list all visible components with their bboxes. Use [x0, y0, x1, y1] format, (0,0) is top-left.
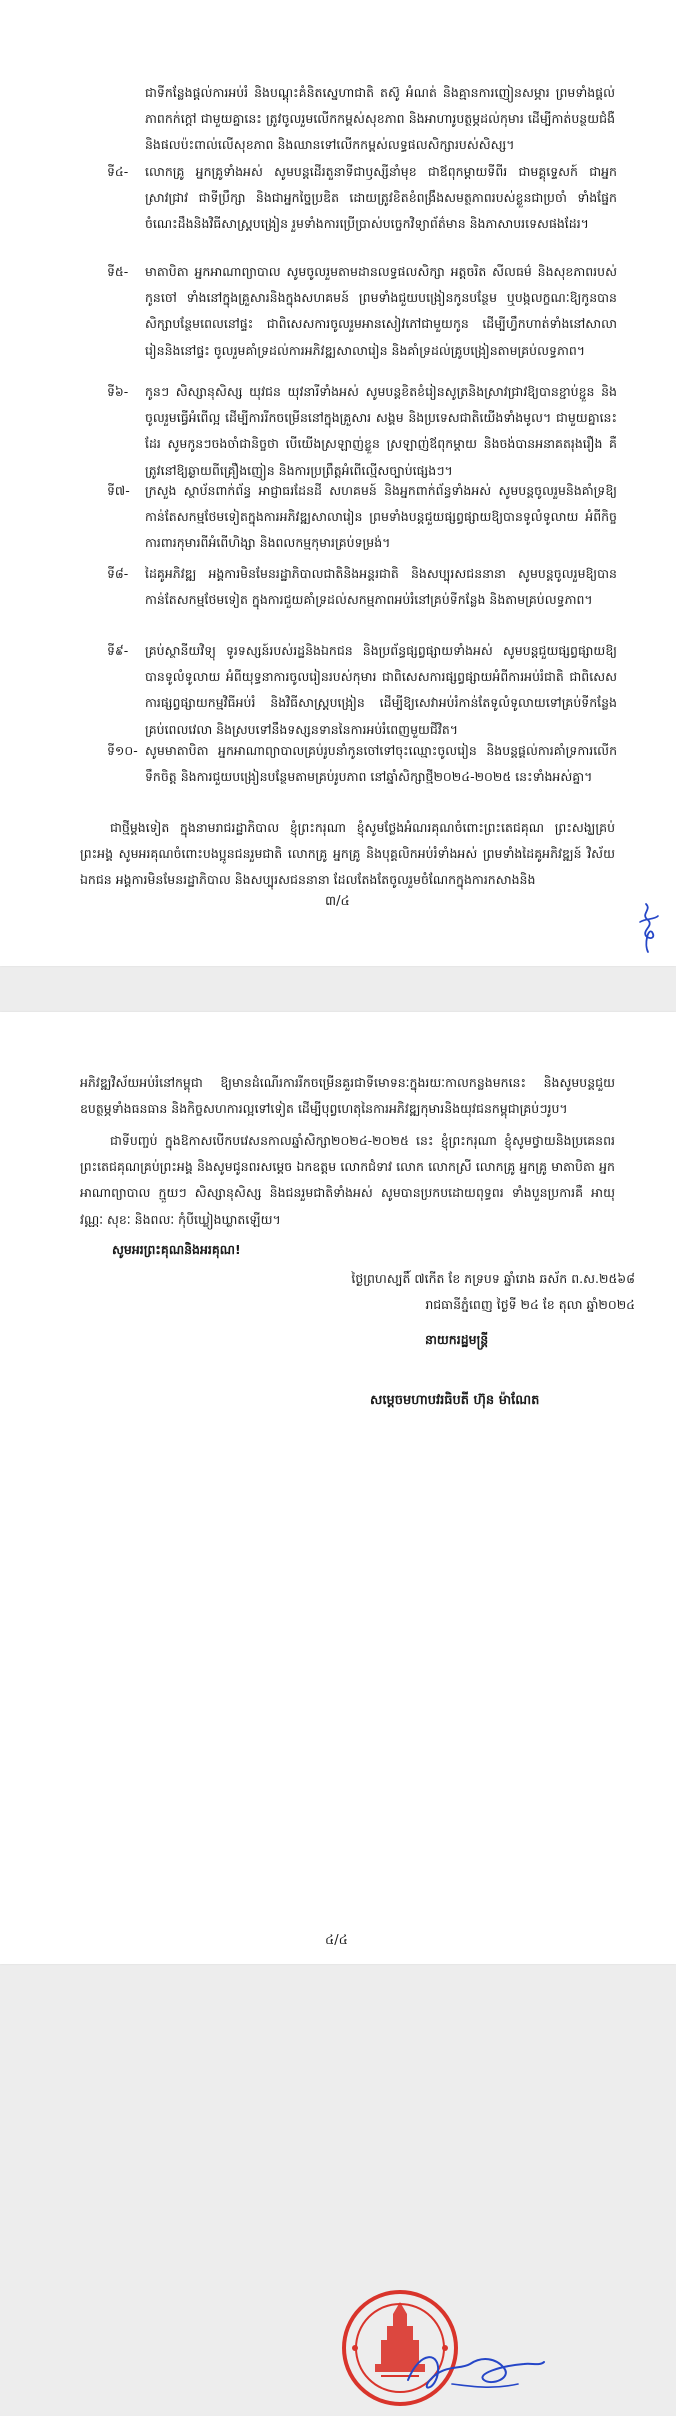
item-number: ទី៦-: [107, 384, 129, 399]
thanks-line: សូមអរព្រះគុណនិងអរគុណ!: [112, 1242, 241, 1257]
signature: [400, 2340, 550, 2400]
date-block: [320, 1266, 635, 1326]
page-number: ៣/៤: [325, 894, 350, 909]
list-item: [107, 738, 617, 796]
list-item: [107, 379, 617, 478]
item-text: លោកគ្រូ អ្នកគ្រូទាំងអស់ សូមបន្តដើរតួនាទីជាឫស្សីនាំមុខ ជាឪពុកម្តាយទីពីរ ជាមគ្គុទ្ទេសក៍ ជាអ្នកស្រាវជ្រាវ ជាទីប្រឹក្សា និងជាអ្នកច្នៃប្រឌិត ដោយត្រូវខិតខំពង្រឹងសមត្ថភាពរបស់ខ្លួនជាប្រចាំ ទាំងផ្នែកចំណេះដឹងនិងវិធីសាស្ត្របង្រៀន រួមទាំងការប្រើប្រាស់បច្ចេកវិទ្យាព័ត៌មាន និងភាសាបរទេសផងដែរ។: [145, 164, 617, 232]
item-text: កូនៗ សិស្សានុសិស្ស យុវជន យុវនារីទាំងអស់ សូមបន្តខិតខំរៀនសូត្រនិងស្រាវជ្រាវឱ្យបានខ្ជាប់ខ្ជួន និងចូលរួមធ្វើអំពើល្អ ដើម្បីការរីកចម្រើននៅក្នុងគ្រួសារ សង្គម និងប្រទេសជាតិយើងទាំងមូល។ ជាមួយគ្នានេះដែរ សូមកូនៗចងចាំជានិច្ចថា បើយើងស្រឡាញ់ខ្លួន ស្រឡាញ់ឪពុកម្តាយ និងចង់បានអនាគតរុងរឿង គឺត្រូវនៅឱ្យឆ្ងាយពីគ្រឿងញៀន និងការប្រព្រឹត្តអំពើល្មើសច្បាប់ផ្សេងៗ។: [145, 384, 617, 478]
item-number: ទី៧-: [107, 483, 130, 498]
item-number: ទី៨-: [107, 566, 129, 581]
solar-date: រាជធានីភ្នំពេញ ថ្ងៃទី ២៤ ខែ តុលា ឆ្នាំ២០២៤: [425, 1297, 635, 1312]
document-page-4: [0, 1012, 676, 1964]
item-number: ទី៥-: [107, 264, 129, 279]
intro-paragraph: ជាទីកន្លែងផ្តល់ការអប់រំ និងបណ្តុះគំនិតស្នេហាជាតិ តស៊ូ អំណត់ និងគ្មានការញៀនសម្ភារ ព្រមទាំងផ្តល់ភាពកក់ក្តៅ ជាមួយគ្នានេះ ត្រូវចូលរួមលើកកម្ពស់សុខភាព និងអាហារូបត្ថម្ភដល់កុមារ ដើម្បីកាត់បន្ថយជំងឺនិងផលប៉ះពាល់លើសុខភាព និងឈានទៅលើកកម្ពស់លទ្ធផលសិក្សារបស់សិស្ស។: [145, 85, 615, 153]
signer-name: សម្តេចមហាបវរធិបតី ហ៊ុន ម៉ាណែត: [370, 1393, 540, 1408]
item-text: មាតាបិតា អ្នកអាណាព្យាបាល សូមចូលរួមតាមដានលទ្ធផលសិក្សា អត្តចរិត សីលធម៌ និងសុខភាពរបស់កូនចៅ ទាំងនៅក្នុងគ្រួសារនិងក្នុងសហគមន៍ ព្រមទាំងជួយបង្រៀនកូនបន្ថែម ឬបង្កលក្ខណៈឱ្យកូនបានសិក្សាបន្ថែមពេលនៅផ្ទះ ជាពិសេសការចូលរួមអានសៀវភៅជាមួយកូន ដើម្បីហ្វឹកហាត់ទាំងនៅសាលារៀននិងនៅផ្ទះ ចូលរួមគាំទ្រដល់ការអភិវឌ្ឍសាលារៀន និងគាំទ្រដល់គ្រូបង្រៀនតាមគ្រប់លទ្ធភាព។: [145, 264, 617, 358]
document-page-3: [0, 0, 676, 966]
closing-paragraph: ជាថ្មីម្តងទៀត ក្នុងនាមរាជរដ្ឋាភិបាល ខ្ញុំព្រះករុណា ខ្ញុំសូមថ្លែងអំណរគុណចំពោះព្រះតេជគុណ ព្រះសង្ឃគ្រប់ព្រះអង្គ សូមអរគុណចំពោះបងប្អូនជនរួមជាតិ លោកគ្រូ អ្នកគ្រូ និងបុគ្គលិកអប់រំទាំងអស់ ព្រមទាំងដៃគូអភិវឌ្ឍន៍ វិស័យឯកជន អង្គការមិនមែនរដ្ឋាភិបាល និងសប្បុរសជននានា ដែលតែងតែចូលរួមចំណែកក្នុងការកសាងនិង: [80, 820, 615, 888]
list-item: [107, 259, 617, 367]
item-number: ទី១០-: [107, 743, 138, 758]
list-item: [107, 159, 617, 243]
list-item: [107, 638, 617, 737]
lunar-date: ថ្ងៃព្រហស្បតិ៍ ៧កើត ខែ ភទ្របទ ឆ្នាំរោង ឆស័ក ព.ស.២៥៦៨: [351, 1271, 635, 1286]
list-item: [107, 478, 617, 551]
item-text: ដៃគូអភិវឌ្ឍ អង្គការមិនមែនរដ្ឋាភិបាលជាតិនិងអន្តរជាតិ និងសប្បុរសជននានា សូមបន្តចូលរួមឱ្យបានកាន់តែសកម្មថែមទៀត ក្នុងការជួយគាំទ្រដល់សកម្មភាពអប់រំនៅគ្រប់ទីកន្លែង និងតាមគ្រប់លទ្ធភាព។: [145, 566, 617, 608]
conclusion-paragraph: ជាទីបញ្ចប់ ក្នុងឱកាសបើកបវេសនកាលឆ្នាំសិក្សា២០២៤-២០២៥ នេះ ខ្ញុំព្រះករុណា ខ្ញុំសូមថ្វាយនិងប្រគេនពរព្រះតេជគុណគ្រប់ព្រះអង្គ និងសូមជូនពរសម្តេច ឯកឧត្តម លោកជំទាវ លោក លោកស្រី លោកគ្រូ អ្នកគ្រូ មាតាបិតា អ្នកអាណាព្យាបាល ក្មួយៗ សិស្សានុសិស្ស និងជនរួមជាតិទាំងអស់ សូមបានប្រកបដោយពុទ្ធពរ ទាំងបួនប្រការគឺ អាយុ វណ្ណៈ សុខៈ និងពលៈ កុំបីឃ្លៀងឃ្លាតឡើយ។: [80, 1133, 615, 1227]
item-number: ទី៩-: [107, 643, 129, 658]
item-text: សូមមាតាបិតា អ្នកអាណាព្យាបាលគ្រប់រូបនាំកូនចៅទៅចុះឈ្មោះចូលរៀន និងបន្តផ្តល់ការគាំទ្រការលើកទឹកចិត្ត និងការជួយបង្រៀនបន្ថែមតាមគ្រប់រូបភាព នៅឆ្នាំសិក្សាថ្មី២០២៤-២០២៥ នេះទាំងអស់គ្នា។: [145, 743, 617, 785]
intro-paragraph: អភិវឌ្ឍវិស័យអប់រំនៅកម្ពុជា ឱ្យមានដំណើរការរីកចម្រើនគួរជាទីមោទនៈក្នុងរយៈកាលកន្លងមកនេះ និងសូមបន្តជួយឧបត្ថម្ភទាំងធនធាន និងកិច្ចសហការល្អទៅទៀត ដើម្បីបុព្វហេតុនៃការអភិវឌ្ឍកុមារនិងយុវជនកម្ពុជាគ្រប់ៗរូប។: [80, 1075, 615, 1117]
item-number: ទី៤-: [107, 164, 129, 179]
item-text: ក្រសួង ស្ថាប័នពាក់ព័ន្ធ អាជ្ញាធរដែនដី សហគមន៍ និងអ្នកពាក់ព័ន្ធទាំងអស់ សូមបន្តចូលរួមនិងគាំទ្រឱ្យកាន់តែសកម្មថែមទៀតក្នុងការអភិវឌ្ឍសាលារៀន ព្រមទាំងបន្តជួយផ្សព្វផ្សាយឱ្យបានទូលំទូលាយ អំពីកិច្ចការពារកុមារពីអំពើហិង្សា និងពលកម្មកុមារគ្រប់ទម្រង់។: [145, 483, 617, 551]
item-text: គ្រប់ស្ថានីយវិទ្យុ ទូរទស្សន៍របស់រដ្ឋនិងឯកជន និងប្រព័ន្ធផ្សព្វផ្សាយទាំងអស់ សូមបន្តជួយផ្សព្វផ្សាយឱ្យបានទូលំទូលាយ អំពីយុទ្ធនាការចូលរៀនរបស់កុមារ ជាពិសេសការផ្សព្វផ្សាយអំពីការអប់រំជាតិ ជាពិសេសការផ្សព្វផ្សាយកម្មវិធីអប់រំ និងវិធីសាស្ត្របង្រៀន ដើម្បីឱ្យសេវាអប់រំកាន់តែទូលំទូលាយទៅគ្រប់ទីកន្លែង គ្រប់ពេលវេលា និងស្របទៅនឹងទស្សនទាននៃការអប់រំពេញមួយជីវិត។: [145, 643, 617, 737]
initial-signature: [636, 900, 660, 954]
page-number: ៤/៤: [325, 1933, 348, 1948]
list-item: [107, 561, 617, 619]
signer-title: នាយករដ្ឋមន្ត្រី: [425, 1332, 489, 1347]
